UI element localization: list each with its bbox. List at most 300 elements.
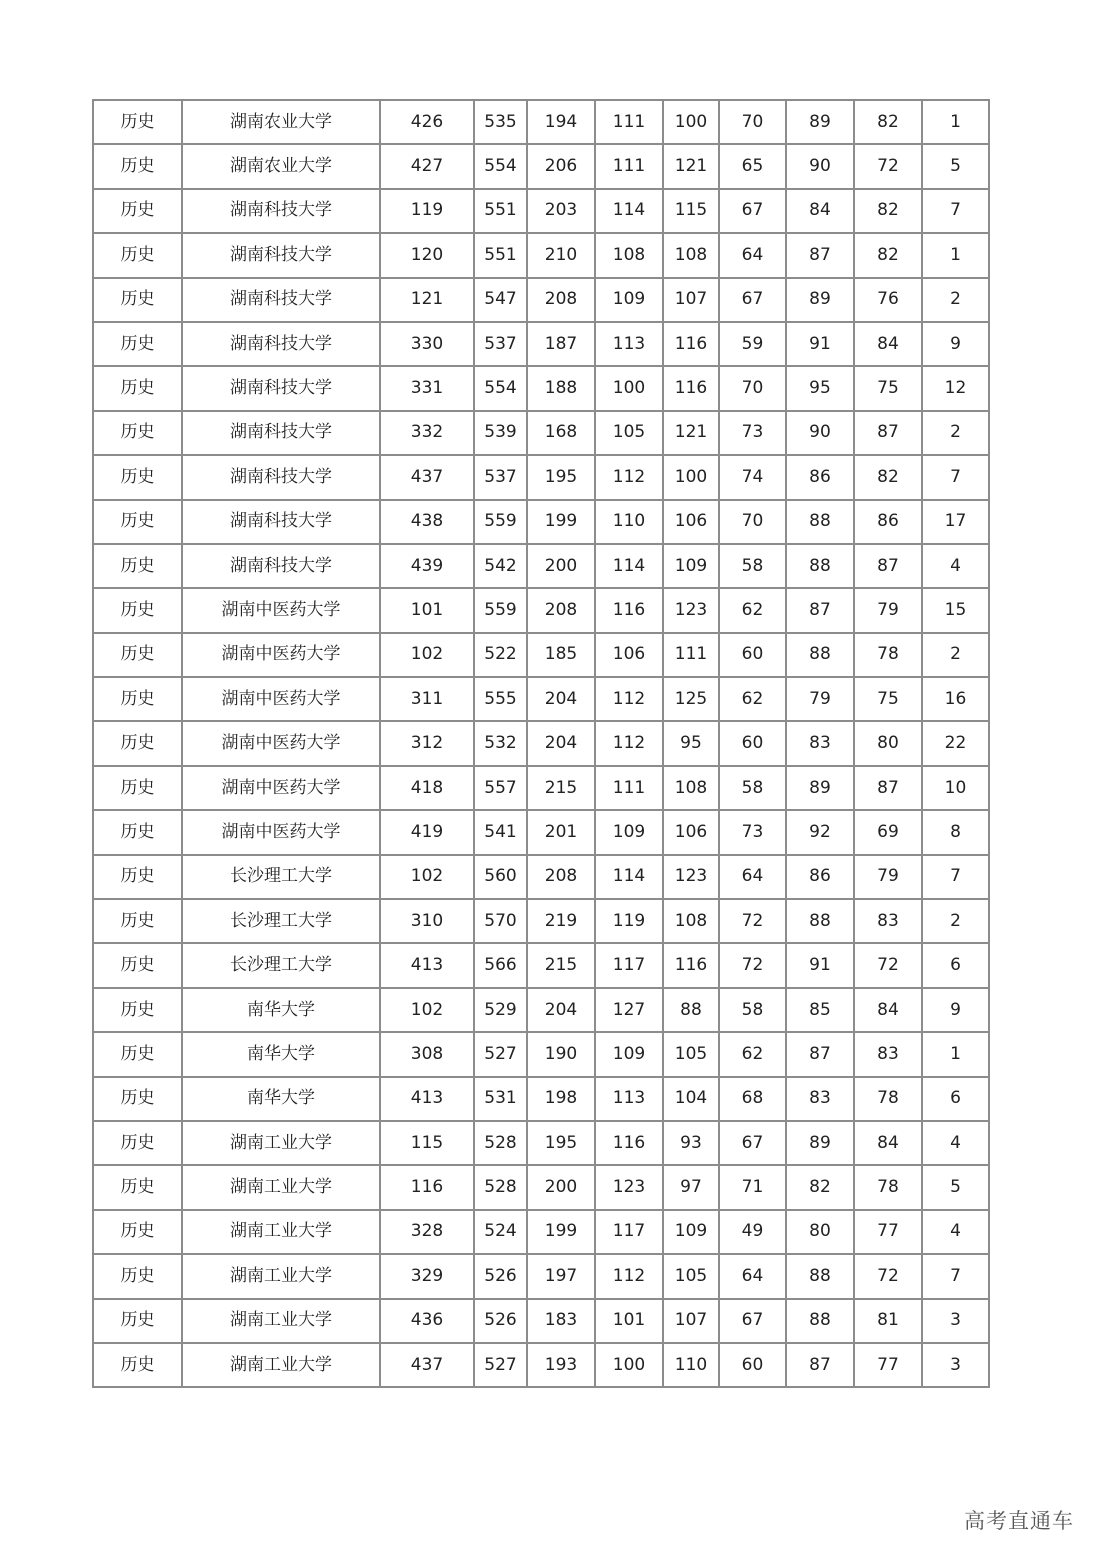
col8-cell: 67 bbox=[719, 189, 786, 233]
col11-cell: 7 bbox=[922, 455, 989, 499]
col9-cell: 88 bbox=[786, 1254, 854, 1298]
col5-cell: 188 bbox=[527, 366, 595, 410]
col5-cell: 208 bbox=[527, 278, 595, 322]
col11-cell: 10 bbox=[922, 766, 989, 810]
total-score-cell: 542 bbox=[474, 544, 527, 588]
col11-cell: 15 bbox=[922, 588, 989, 632]
table-row bbox=[93, 455, 989, 499]
subject-cell: 历史 bbox=[93, 100, 182, 144]
table-row bbox=[93, 1210, 989, 1254]
col11-cell: 17 bbox=[922, 500, 989, 544]
col8-cell: 67 bbox=[719, 1121, 786, 1165]
col9-cell: 90 bbox=[786, 144, 854, 188]
col7-cell: 107 bbox=[663, 278, 719, 322]
total-score-cell: 559 bbox=[474, 588, 527, 632]
group-code-cell: 115 bbox=[380, 1121, 474, 1165]
col7-cell: 108 bbox=[663, 899, 719, 943]
total-score-cell: 528 bbox=[474, 1121, 527, 1165]
university-cell: 湖南科技大学 bbox=[182, 455, 380, 499]
group-code-cell: 332 bbox=[380, 411, 474, 455]
university-cell: 湖南工业大学 bbox=[182, 1254, 380, 1298]
col5-cell: 187 bbox=[527, 322, 595, 366]
group-code-cell: 329 bbox=[380, 1254, 474, 1298]
table-row bbox=[93, 500, 989, 544]
table-row bbox=[93, 721, 989, 765]
university-cell: 湖南科技大学 bbox=[182, 233, 380, 277]
table-row bbox=[93, 189, 989, 233]
col6-cell: 117 bbox=[595, 943, 663, 987]
total-score-cell: 532 bbox=[474, 721, 527, 765]
table-row bbox=[93, 633, 989, 677]
subject-cell: 历史 bbox=[93, 721, 182, 765]
total-score-cell: 537 bbox=[474, 455, 527, 499]
col10-cell: 83 bbox=[854, 1032, 922, 1076]
total-score-cell: 555 bbox=[474, 677, 527, 721]
group-code-cell: 311 bbox=[380, 677, 474, 721]
group-code-cell: 101 bbox=[380, 588, 474, 632]
col5-cell: 208 bbox=[527, 588, 595, 632]
subject-cell: 历史 bbox=[93, 1165, 182, 1209]
col10-cell: 77 bbox=[854, 1343, 922, 1387]
subject-cell: 历史 bbox=[93, 588, 182, 632]
col7-cell: 105 bbox=[663, 1032, 719, 1076]
col8-cell: 71 bbox=[719, 1165, 786, 1209]
subject-cell: 历史 bbox=[93, 1254, 182, 1298]
col5-cell: 204 bbox=[527, 988, 595, 1032]
col8-cell: 73 bbox=[719, 810, 786, 854]
col9-cell: 82 bbox=[786, 1165, 854, 1209]
col6-cell: 110 bbox=[595, 500, 663, 544]
table-row bbox=[93, 322, 989, 366]
subject-cell: 历史 bbox=[93, 766, 182, 810]
col11-cell: 3 bbox=[922, 1299, 989, 1343]
col6-cell: 116 bbox=[595, 1121, 663, 1165]
university-cell: 湖南科技大学 bbox=[182, 189, 380, 233]
group-code-cell: 436 bbox=[380, 1299, 474, 1343]
group-code-cell: 310 bbox=[380, 899, 474, 943]
col5-cell: 190 bbox=[527, 1032, 595, 1076]
col7-cell: 115 bbox=[663, 189, 719, 233]
total-score-cell: 539 bbox=[474, 411, 527, 455]
col9-cell: 91 bbox=[786, 322, 854, 366]
subject-cell: 历史 bbox=[93, 366, 182, 410]
col5-cell: 183 bbox=[527, 1299, 595, 1343]
col9-cell: 88 bbox=[786, 899, 854, 943]
col11-cell: 5 bbox=[922, 144, 989, 188]
table-row bbox=[93, 411, 989, 455]
col10-cell: 82 bbox=[854, 189, 922, 233]
col10-cell: 82 bbox=[854, 233, 922, 277]
col7-cell: 109 bbox=[663, 1210, 719, 1254]
university-cell: 湖南中医药大学 bbox=[182, 766, 380, 810]
col10-cell: 76 bbox=[854, 278, 922, 322]
col6-cell: 101 bbox=[595, 1299, 663, 1343]
university-cell: 湖南工业大学 bbox=[182, 1165, 380, 1209]
subject-cell: 历史 bbox=[93, 455, 182, 499]
col5-cell: 197 bbox=[527, 1254, 595, 1298]
col10-cell: 87 bbox=[854, 411, 922, 455]
total-score-cell: 535 bbox=[474, 100, 527, 144]
col7-cell: 106 bbox=[663, 810, 719, 854]
table-row bbox=[93, 677, 989, 721]
col11-cell: 2 bbox=[922, 278, 989, 322]
group-code-cell: 116 bbox=[380, 1165, 474, 1209]
subject-cell: 历史 bbox=[93, 233, 182, 277]
group-code-cell: 413 bbox=[380, 1077, 474, 1121]
col11-cell: 22 bbox=[922, 721, 989, 765]
col9-cell: 87 bbox=[786, 1032, 854, 1076]
col8-cell: 64 bbox=[719, 855, 786, 899]
col11-cell: 2 bbox=[922, 411, 989, 455]
col9-cell: 80 bbox=[786, 1210, 854, 1254]
col8-cell: 58 bbox=[719, 988, 786, 1032]
col6-cell: 112 bbox=[595, 721, 663, 765]
total-score-cell: 560 bbox=[474, 855, 527, 899]
col10-cell: 86 bbox=[854, 500, 922, 544]
group-code-cell: 312 bbox=[380, 721, 474, 765]
subject-cell: 历史 bbox=[93, 988, 182, 1032]
col9-cell: 89 bbox=[786, 278, 854, 322]
group-code-cell: 426 bbox=[380, 100, 474, 144]
table-row bbox=[93, 1032, 989, 1076]
col6-cell: 119 bbox=[595, 899, 663, 943]
col9-cell: 88 bbox=[786, 633, 854, 677]
university-cell: 湖南工业大学 bbox=[182, 1210, 380, 1254]
table-row bbox=[93, 144, 989, 188]
university-cell: 南华大学 bbox=[182, 1032, 380, 1076]
col6-cell: 117 bbox=[595, 1210, 663, 1254]
col9-cell: 85 bbox=[786, 988, 854, 1032]
col11-cell: 1 bbox=[922, 1032, 989, 1076]
col7-cell: 108 bbox=[663, 233, 719, 277]
col11-cell: 4 bbox=[922, 1121, 989, 1165]
col5-cell: 200 bbox=[527, 1165, 595, 1209]
col7-cell: 125 bbox=[663, 677, 719, 721]
subject-cell: 历史 bbox=[93, 1032, 182, 1076]
col11-cell: 6 bbox=[922, 1077, 989, 1121]
group-code-cell: 437 bbox=[380, 1343, 474, 1387]
col9-cell: 87 bbox=[786, 588, 854, 632]
col11-cell: 7 bbox=[922, 855, 989, 899]
university-cell: 湖南中医药大学 bbox=[182, 588, 380, 632]
subject-cell: 历史 bbox=[93, 322, 182, 366]
col7-cell: 104 bbox=[663, 1077, 719, 1121]
table-row bbox=[93, 855, 989, 899]
col9-cell: 86 bbox=[786, 855, 854, 899]
table-row bbox=[93, 1121, 989, 1165]
col7-cell: 123 bbox=[663, 855, 719, 899]
col8-cell: 70 bbox=[719, 366, 786, 410]
col5-cell: 195 bbox=[527, 1121, 595, 1165]
table-row bbox=[93, 1299, 989, 1343]
col8-cell: 59 bbox=[719, 322, 786, 366]
col5-cell: 194 bbox=[527, 100, 595, 144]
col7-cell: 100 bbox=[663, 100, 719, 144]
col11-cell: 1 bbox=[922, 100, 989, 144]
col10-cell: 78 bbox=[854, 1077, 922, 1121]
col6-cell: 127 bbox=[595, 988, 663, 1032]
group-code-cell: 120 bbox=[380, 233, 474, 277]
col5-cell: 199 bbox=[527, 1210, 595, 1254]
col7-cell: 88 bbox=[663, 988, 719, 1032]
university-cell: 湖南科技大学 bbox=[182, 544, 380, 588]
col10-cell: 84 bbox=[854, 322, 922, 366]
group-code-cell: 308 bbox=[380, 1032, 474, 1076]
table-row bbox=[93, 943, 989, 987]
total-score-cell: 524 bbox=[474, 1210, 527, 1254]
group-code-cell: 427 bbox=[380, 144, 474, 188]
group-code-cell: 119 bbox=[380, 189, 474, 233]
table-row bbox=[93, 366, 989, 410]
col11-cell: 7 bbox=[922, 1254, 989, 1298]
col7-cell: 95 bbox=[663, 721, 719, 765]
col5-cell: 199 bbox=[527, 500, 595, 544]
col10-cell: 83 bbox=[854, 899, 922, 943]
subject-cell: 历史 bbox=[93, 411, 182, 455]
col8-cell: 65 bbox=[719, 144, 786, 188]
col6-cell: 100 bbox=[595, 366, 663, 410]
group-code-cell: 102 bbox=[380, 633, 474, 677]
table-row bbox=[93, 899, 989, 943]
university-cell: 湖南科技大学 bbox=[182, 411, 380, 455]
col8-cell: 58 bbox=[719, 544, 786, 588]
total-score-cell: 526 bbox=[474, 1299, 527, 1343]
col5-cell: 195 bbox=[527, 455, 595, 499]
col9-cell: 88 bbox=[786, 500, 854, 544]
table-row bbox=[93, 988, 989, 1032]
col6-cell: 113 bbox=[595, 322, 663, 366]
subject-cell: 历史 bbox=[93, 677, 182, 721]
col11-cell: 4 bbox=[922, 1210, 989, 1254]
col8-cell: 64 bbox=[719, 1254, 786, 1298]
group-code-cell: 438 bbox=[380, 500, 474, 544]
table-row bbox=[93, 100, 989, 144]
total-score-cell: 570 bbox=[474, 899, 527, 943]
total-score-cell: 554 bbox=[474, 366, 527, 410]
subject-cell: 历史 bbox=[93, 1077, 182, 1121]
col8-cell: 73 bbox=[719, 411, 786, 455]
col6-cell: 112 bbox=[595, 677, 663, 721]
university-cell: 湖南科技大学 bbox=[182, 278, 380, 322]
group-code-cell: 437 bbox=[380, 455, 474, 499]
col6-cell: 108 bbox=[595, 233, 663, 277]
col8-cell: 72 bbox=[719, 943, 786, 987]
col10-cell: 87 bbox=[854, 766, 922, 810]
university-cell: 南华大学 bbox=[182, 1077, 380, 1121]
col8-cell: 72 bbox=[719, 899, 786, 943]
group-code-cell: 331 bbox=[380, 366, 474, 410]
university-cell: 湖南中医药大学 bbox=[182, 721, 380, 765]
col6-cell: 112 bbox=[595, 1254, 663, 1298]
university-cell: 长沙理工大学 bbox=[182, 899, 380, 943]
group-code-cell: 330 bbox=[380, 322, 474, 366]
table-row bbox=[93, 1077, 989, 1121]
group-code-cell: 328 bbox=[380, 1210, 474, 1254]
col5-cell: 201 bbox=[527, 810, 595, 854]
total-score-cell: 541 bbox=[474, 810, 527, 854]
col11-cell: 3 bbox=[922, 1343, 989, 1387]
university-cell: 湖南中医药大学 bbox=[182, 633, 380, 677]
col11-cell: 1 bbox=[922, 233, 989, 277]
university-cell: 湖南农业大学 bbox=[182, 144, 380, 188]
col11-cell: 2 bbox=[922, 899, 989, 943]
col7-cell: 110 bbox=[663, 1343, 719, 1387]
col8-cell: 62 bbox=[719, 1032, 786, 1076]
col6-cell: 113 bbox=[595, 1077, 663, 1121]
university-cell: 湖南中医药大学 bbox=[182, 677, 380, 721]
col10-cell: 75 bbox=[854, 677, 922, 721]
col10-cell: 82 bbox=[854, 100, 922, 144]
subject-cell: 历史 bbox=[93, 1299, 182, 1343]
total-score-cell: 551 bbox=[474, 189, 527, 233]
col10-cell: 72 bbox=[854, 943, 922, 987]
col10-cell: 78 bbox=[854, 1165, 922, 1209]
col9-cell: 89 bbox=[786, 100, 854, 144]
col11-cell: 2 bbox=[922, 633, 989, 677]
col11-cell: 5 bbox=[922, 1165, 989, 1209]
group-code-cell: 121 bbox=[380, 278, 474, 322]
col7-cell: 97 bbox=[663, 1165, 719, 1209]
col7-cell: 121 bbox=[663, 144, 719, 188]
col7-cell: 116 bbox=[663, 943, 719, 987]
col10-cell: 72 bbox=[854, 144, 922, 188]
table-row bbox=[93, 810, 989, 854]
col7-cell: 123 bbox=[663, 588, 719, 632]
col11-cell: 9 bbox=[922, 322, 989, 366]
subject-cell: 历史 bbox=[93, 278, 182, 322]
col7-cell: 100 bbox=[663, 455, 719, 499]
university-cell: 湖南中医药大学 bbox=[182, 810, 380, 854]
col7-cell: 105 bbox=[663, 1254, 719, 1298]
total-score-cell: 537 bbox=[474, 322, 527, 366]
group-code-cell: 102 bbox=[380, 988, 474, 1032]
col10-cell: 80 bbox=[854, 721, 922, 765]
col8-cell: 58 bbox=[719, 766, 786, 810]
col9-cell: 89 bbox=[786, 766, 854, 810]
col5-cell: 203 bbox=[527, 189, 595, 233]
col5-cell: 215 bbox=[527, 766, 595, 810]
subject-cell: 历史 bbox=[93, 144, 182, 188]
subject-cell: 历史 bbox=[93, 810, 182, 854]
col9-cell: 84 bbox=[786, 189, 854, 233]
col6-cell: 111 bbox=[595, 766, 663, 810]
university-cell: 湖南科技大学 bbox=[182, 322, 380, 366]
col9-cell: 89 bbox=[786, 1121, 854, 1165]
subject-cell: 历史 bbox=[93, 500, 182, 544]
col8-cell: 49 bbox=[719, 1210, 786, 1254]
col9-cell: 88 bbox=[786, 544, 854, 588]
col8-cell: 70 bbox=[719, 500, 786, 544]
col7-cell: 108 bbox=[663, 766, 719, 810]
university-cell: 长沙理工大学 bbox=[182, 943, 380, 987]
subject-cell: 历史 bbox=[93, 1343, 182, 1387]
col6-cell: 123 bbox=[595, 1165, 663, 1209]
col11-cell: 8 bbox=[922, 810, 989, 854]
total-score-cell: 522 bbox=[474, 633, 527, 677]
col9-cell: 83 bbox=[786, 1077, 854, 1121]
col6-cell: 109 bbox=[595, 278, 663, 322]
col10-cell: 79 bbox=[854, 588, 922, 632]
col7-cell: 116 bbox=[663, 366, 719, 410]
total-score-cell: 551 bbox=[474, 233, 527, 277]
university-cell: 长沙理工大学 bbox=[182, 855, 380, 899]
subject-cell: 历史 bbox=[93, 189, 182, 233]
col10-cell: 87 bbox=[854, 544, 922, 588]
col10-cell: 77 bbox=[854, 1210, 922, 1254]
col9-cell: 92 bbox=[786, 810, 854, 854]
col11-cell: 7 bbox=[922, 189, 989, 233]
table-row bbox=[93, 233, 989, 277]
col5-cell: 206 bbox=[527, 144, 595, 188]
col11-cell: 12 bbox=[922, 366, 989, 410]
total-score-cell: 527 bbox=[474, 1343, 527, 1387]
col9-cell: 95 bbox=[786, 366, 854, 410]
subject-cell: 历史 bbox=[93, 899, 182, 943]
col7-cell: 111 bbox=[663, 633, 719, 677]
total-score-cell: 531 bbox=[474, 1077, 527, 1121]
col10-cell: 69 bbox=[854, 810, 922, 854]
col5-cell: 198 bbox=[527, 1077, 595, 1121]
col10-cell: 84 bbox=[854, 1121, 922, 1165]
col8-cell: 62 bbox=[719, 588, 786, 632]
col9-cell: 88 bbox=[786, 1299, 854, 1343]
col6-cell: 100 bbox=[595, 1343, 663, 1387]
subject-cell: 历史 bbox=[93, 1210, 182, 1254]
subject-cell: 历史 bbox=[93, 855, 182, 899]
col7-cell: 121 bbox=[663, 411, 719, 455]
total-score-cell: 527 bbox=[474, 1032, 527, 1076]
university-cell: 湖南工业大学 bbox=[182, 1343, 380, 1387]
group-code-cell: 102 bbox=[380, 855, 474, 899]
col6-cell: 109 bbox=[595, 1032, 663, 1076]
subject-cell: 历史 bbox=[93, 633, 182, 677]
table-row bbox=[93, 544, 989, 588]
col8-cell: 67 bbox=[719, 1299, 786, 1343]
col10-cell: 81 bbox=[854, 1299, 922, 1343]
table-row bbox=[93, 1254, 989, 1298]
group-code-cell: 413 bbox=[380, 943, 474, 987]
score-table bbox=[92, 99, 990, 1388]
col11-cell: 4 bbox=[922, 544, 989, 588]
col8-cell: 60 bbox=[719, 633, 786, 677]
col8-cell: 64 bbox=[719, 233, 786, 277]
university-cell: 湖南工业大学 bbox=[182, 1121, 380, 1165]
col5-cell: 204 bbox=[527, 677, 595, 721]
col8-cell: 70 bbox=[719, 100, 786, 144]
university-cell: 南华大学 bbox=[182, 988, 380, 1032]
col7-cell: 116 bbox=[663, 322, 719, 366]
col7-cell: 109 bbox=[663, 544, 719, 588]
col9-cell: 87 bbox=[786, 1343, 854, 1387]
col8-cell: 74 bbox=[719, 455, 786, 499]
col8-cell: 60 bbox=[719, 721, 786, 765]
col10-cell: 72 bbox=[854, 1254, 922, 1298]
university-cell: 湖南科技大学 bbox=[182, 366, 380, 410]
col6-cell: 112 bbox=[595, 455, 663, 499]
watermark-text: 高考直通车 bbox=[964, 1509, 1074, 1533]
col8-cell: 67 bbox=[719, 278, 786, 322]
group-code-cell: 418 bbox=[380, 766, 474, 810]
col9-cell: 79 bbox=[786, 677, 854, 721]
table-row bbox=[93, 766, 989, 810]
col10-cell: 84 bbox=[854, 988, 922, 1032]
col5-cell: 210 bbox=[527, 233, 595, 277]
col6-cell: 114 bbox=[595, 855, 663, 899]
col9-cell: 86 bbox=[786, 455, 854, 499]
subject-cell: 历史 bbox=[93, 1121, 182, 1165]
col11-cell: 16 bbox=[922, 677, 989, 721]
col9-cell: 83 bbox=[786, 721, 854, 765]
